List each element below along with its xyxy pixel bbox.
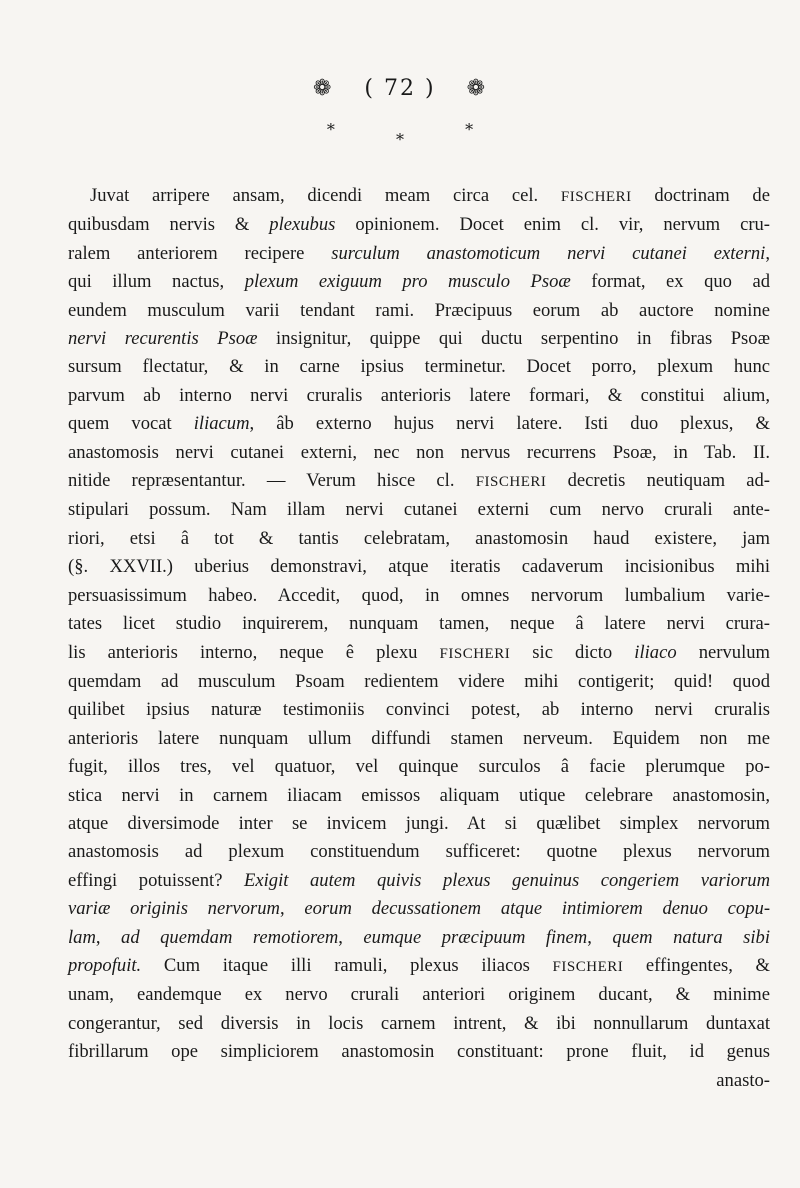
- text-line: [68, 639, 770, 668]
- asterisk: *: [465, 120, 474, 139]
- italic-run: iliaco: [634, 641, 677, 663]
- text-run: stipulari possum. Nam illam nervi cutanei externi cum nervo crurali ante-: [68, 499, 770, 521]
- text-line: [68, 753, 770, 781]
- text-run: parvum ab interno nervi cruralis anterioris latere formari, & constitui alium,: [68, 384, 770, 406]
- text-line: [68, 782, 770, 810]
- text-run: insignitur, quippe qui ductu serpentino in fibras Psoæ: [257, 328, 770, 350]
- text-run: eundem musculum varii tendant rami. Præcipuus eorum ab auctore nomine: [68, 299, 770, 321]
- italic-run: nervi recurentis Psoæ: [68, 328, 258, 350]
- italic-run: surculum anastomoticum nervi cutanei externi: [331, 242, 766, 264]
- text-line: [68, 952, 770, 981]
- text-run: anterioris latere nunquam ullum diffundi stamen nerveum. Equidem non me: [68, 727, 770, 749]
- text-run: ,: [338, 926, 364, 948]
- text-line: [68, 410, 770, 438]
- italic-run: eumque præcipuum finem: [363, 926, 588, 948]
- text-run: quilibet ipsius naturæ testimoniis convinci potest, ab interno nervi cruralis: [68, 699, 770, 721]
- text-run: doctrinam de: [631, 185, 770, 206]
- italic-run: propofuit.: [68, 954, 142, 976]
- text-run: lis anterioris interno, neque ê plexu: [68, 641, 440, 663]
- text-run: qui illum nactus,: [68, 271, 245, 293]
- text-line: [68, 725, 770, 753]
- italic-run: plexubus: [269, 214, 336, 236]
- text-run: ,: [765, 242, 770, 264]
- text-run: anastomosis nervi cutanei externi, nec non nervus recurrens Psoæ, in Tab. II.: [68, 441, 770, 463]
- text-line: [68, 1067, 770, 1095]
- text-line: [68, 696, 770, 724]
- text-line: [68, 553, 770, 581]
- italic-run: variæ originis nervorum: [68, 898, 280, 920]
- text-run: sic dicto: [510, 641, 635, 663]
- italic-run: quem natura sibi: [612, 926, 771, 948]
- text-run: nitide repræsentantur. — Verum hisce cl.: [68, 470, 476, 492]
- text-line: [68, 838, 770, 866]
- text-run: ,: [587, 926, 613, 948]
- italic-run: eorum decussationem atque intimiorem denuo copu-: [304, 898, 771, 920]
- text-run: persuasissimum habeo. Accedit, quod, in omnes nervorum lumbalium varie-: [68, 584, 770, 606]
- italic-run: lam: [68, 926, 96, 948]
- text-run: Juvat arripere ansam, dicendi meam circa cel.: [90, 185, 561, 206]
- italic-run: Exigit autem quivis plexus genuinus congeriem variorum: [244, 869, 771, 891]
- asterisk: *: [326, 120, 335, 139]
- text-line: [68, 867, 770, 895]
- text-run: format, ex quo ad: [570, 271, 771, 293]
- text-line: [68, 610, 770, 638]
- text-line: [68, 211, 770, 239]
- text-run: ralem anteriorem recipere: [68, 242, 332, 264]
- text-line: [68, 1010, 770, 1038]
- small-caps-run: FISCHERI: [560, 189, 632, 205]
- text-run: quem vocat: [68, 413, 194, 435]
- text-run: fugit, illos tres, vel quatuor, vel quinque surculos â facie plerumque po-: [68, 756, 770, 778]
- text-line: [68, 467, 770, 496]
- text-run: nervulum: [676, 641, 770, 663]
- text-run: ,: [95, 926, 122, 948]
- text-line: [68, 981, 770, 1009]
- text-line: [68, 325, 770, 353]
- text-run: opinionem. Docet enim cl. vir, nervum cru-: [335, 214, 771, 236]
- text-run: congerantur, sed diversis in locis carnem intrent, & ibi nonnullarum duntaxat: [68, 1012, 770, 1034]
- small-caps-run: FISCHERI: [475, 474, 547, 491]
- text-run: Cum itaque illi ramuli, plexus iliacos: [141, 954, 553, 976]
- text-run: anasto-: [716, 1069, 770, 1091]
- text-line: [68, 353, 770, 381]
- text-line: [68, 240, 770, 268]
- ornament-left-icon: ❁: [312, 76, 334, 101]
- text-line: [68, 810, 770, 838]
- text-line: [68, 382, 770, 410]
- text-run: fibrillarum ope simpliciorem anastomosin constituant: prone fluit, id genus: [68, 1041, 770, 1063]
- text-run: decretis neutiquam ad-: [546, 470, 771, 492]
- text-run: stica nervi in carnem iliacam emissos aliquam utique celebrare anastomosin,: [68, 784, 770, 806]
- text-run: sursum flectatur, & in carne ipsius terminetur. Docet porro, plexum hunc: [68, 356, 770, 378]
- ornament-right-icon: ❁: [466, 76, 488, 101]
- text-run: effingi potuissent?: [68, 869, 245, 891]
- text-run: effingentes, &: [623, 954, 770, 976]
- text-line: [68, 496, 770, 524]
- text-run: tates licet studio inquirerem, nunquam tamen, neque â latere nervi crura-: [68, 613, 770, 635]
- text-run: riori, etsi â tot & tantis celebratam, anastomosin haud existere, jam: [68, 527, 770, 549]
- text-line: [68, 268, 770, 296]
- body-text: [68, 182, 770, 1095]
- small-caps-run: FISCHERI: [439, 645, 511, 662]
- asterisk: *: [396, 130, 404, 149]
- text-line: [68, 895, 770, 923]
- page-number: ( 72 ): [364, 76, 436, 101]
- italic-run: iliacum: [193, 413, 250, 435]
- italic-run: ad quemdam remotiorem: [121, 926, 339, 948]
- text-line: [68, 297, 770, 325]
- text-run: , âb externo hujus nervi latere. Isti duo plexus, &: [249, 413, 770, 435]
- text-line: [68, 182, 770, 211]
- text-line: [68, 525, 770, 553]
- asterism: [0, 120, 800, 149]
- text-line: [68, 668, 770, 696]
- text-run: (§. XXVII.) uberius demonstravi, atque iteratis cadaverum incisionibus mihi: [68, 556, 770, 578]
- text-line: [68, 1038, 770, 1066]
- text-line: [68, 439, 770, 467]
- text-run: ,: [279, 898, 305, 920]
- text-run: anastomosis ad plexum constituendum sufficeret: quotne plexus nervorum: [68, 841, 770, 863]
- text-run: quemdam ad musculum Psoam redientem videre mihi contigerit; quid! quod: [68, 670, 770, 692]
- text-run: quibusdam nervis &: [68, 214, 270, 236]
- italic-run: plexum exiguum pro musculo Psoæ: [244, 271, 571, 293]
- page-header: [0, 76, 800, 101]
- small-caps-run: FISCHERI: [552, 958, 624, 975]
- text-run: unam, eandemque ex nervo crurali anteriori originem ducant, & minime: [68, 984, 770, 1006]
- text-line: [68, 582, 770, 610]
- text-run: atque diversimode inter se invicem jungi. At si quælibet simplex nervorum: [68, 812, 770, 834]
- text-line: [68, 924, 770, 952]
